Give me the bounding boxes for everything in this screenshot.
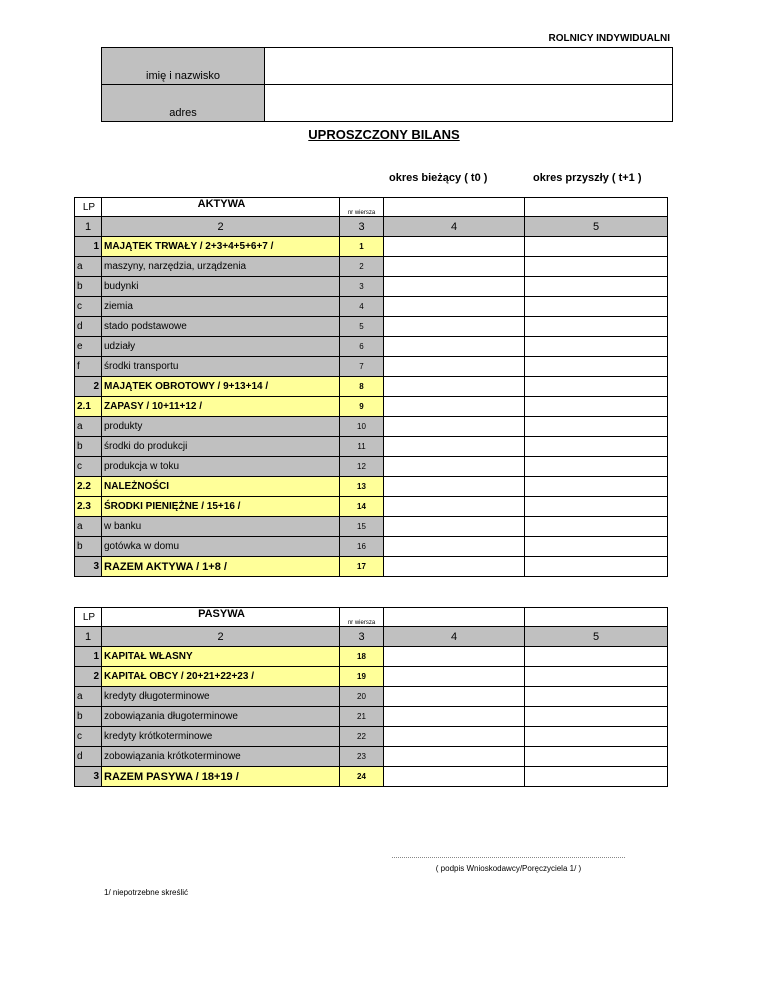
row-lp: a [75,517,102,537]
row-label: zobowiązania długoterminowe [102,707,340,727]
row-label: ZAPASY / 10+11+12 / [102,397,340,417]
row-label: udziały [102,337,340,357]
row-number: 10 [340,417,384,437]
value-future-cell[interactable] [525,687,668,707]
row-lp: e [75,337,102,357]
row-number: 9 [340,397,384,417]
name-field[interactable] [265,48,673,85]
row-number: 15 [340,517,384,537]
row-lp: b [75,277,102,297]
table-row [75,647,668,667]
value-future-cell[interactable] [525,277,668,297]
row-label: w banku [102,517,340,537]
assets-table [74,197,668,577]
row-label: maszyny, narzędzia, urządzenia [102,257,340,277]
value-current-cell[interactable] [384,337,525,357]
value-future-cell[interactable] [525,397,668,417]
row-number-header: nr wiersza [340,608,384,627]
row-lp: d [75,317,102,337]
table-row [75,237,668,257]
row-label: MAJĄTEK OBROTOWY / 9+13+14 / [102,377,340,397]
lp-header: LP [75,608,102,627]
table-row [75,337,668,357]
row-label: ziemia [102,297,340,317]
value-current-cell[interactable] [384,477,525,497]
footnote: 1/ niepotrzebne skreślić [104,888,189,897]
row-label: KAPITAŁ OBCY / 20+21+22+23 / [102,667,340,687]
col-number-5: 5 [525,627,668,647]
row-lp: 2.3 [75,497,102,517]
value-future-cell[interactable] [525,647,668,667]
row-label: środki transportu [102,357,340,377]
col-number-4: 4 [384,627,525,647]
col-number-1: 1 [75,217,102,237]
period-current-header [384,608,525,627]
value-current-cell[interactable] [384,707,525,727]
row-lp: d [75,747,102,767]
liabilities-table [74,607,668,787]
value-current-cell[interactable] [384,557,525,577]
value-current-cell[interactable] [384,317,525,337]
row-number: 3 [340,277,384,297]
value-future-cell[interactable] [525,517,668,537]
row-number: 13 [340,477,384,497]
row-label: produkty [102,417,340,437]
value-future-cell[interactable] [525,357,668,377]
row-label: RAZEM AKTYWA / 1+8 / [102,557,340,577]
value-current-cell[interactable] [384,437,525,457]
row-number: 11 [340,437,384,457]
period-current-label: okres bieżący ( t0 ) [389,172,488,184]
row-lp: 2 [75,667,102,687]
value-current-cell[interactable] [384,237,525,257]
value-current-cell[interactable] [384,397,525,417]
value-future-cell[interactable] [525,667,668,687]
row-number: 12 [340,457,384,477]
row-label: środki do produkcji [102,437,340,457]
value-current-cell[interactable] [384,277,525,297]
category-header: ROLNICY INDYWIDUALNI [548,33,670,44]
row-label: budynki [102,277,340,297]
col-number-5: 5 [525,217,668,237]
table-row [75,277,668,297]
row-number: 5 [340,317,384,337]
row-label: produkcja w toku [102,457,340,477]
row-number: 20 [340,687,384,707]
col-number-4: 4 [384,217,525,237]
value-current-cell[interactable] [384,457,525,477]
row-label: ŚRODKI PIENIĘŻNE / 15+16 / [102,497,340,517]
row-lp: b [75,707,102,727]
row-label: zobowiązania krótkoterminowe [102,747,340,767]
value-current-cell[interactable] [384,537,525,557]
table-row [75,297,668,317]
row-lp: f [75,357,102,377]
value-future-cell[interactable] [525,457,668,477]
value-current-cell[interactable] [384,687,525,707]
table-row [75,497,668,517]
value-future-cell[interactable] [525,337,668,357]
row-number: 2 [340,257,384,277]
table-row [75,687,668,707]
row-number: 16 [340,537,384,557]
table-row [75,707,668,727]
value-current-cell[interactable] [384,747,525,767]
row-lp: 2.1 [75,397,102,417]
table-row [75,377,668,397]
value-future-cell[interactable] [525,317,668,337]
identity-table [101,47,673,122]
signature-line [392,857,625,858]
value-future-cell[interactable] [525,237,668,257]
value-future-cell[interactable] [525,477,668,497]
row-label: MAJĄTEK TRWAŁY / 2+3+4+5+6+7 / [102,237,340,257]
value-future-cell[interactable] [525,377,668,397]
col-number-2: 2 [102,217,340,237]
col-number-3: 3 [340,217,384,237]
row-label: kredyty długoterminowe [102,687,340,707]
address-label: adres [102,85,265,122]
value-current-cell[interactable] [384,767,525,787]
row-lp: a [75,257,102,277]
row-number: 14 [340,497,384,517]
value-future-cell[interactable] [525,537,668,557]
assets-title: AKTYWA [102,198,340,217]
value-future-cell[interactable] [525,557,668,577]
col-number-1: 1 [75,627,102,647]
value-current-cell[interactable] [384,727,525,747]
row-lp: c [75,297,102,317]
value-future-cell[interactable] [525,297,668,317]
table-row [75,397,668,417]
value-future-cell[interactable] [525,257,668,277]
row-label: KAPITAŁ WŁASNY [102,647,340,667]
row-number: 18 [340,647,384,667]
col-number-2: 2 [102,627,340,647]
table-row [75,357,668,377]
period-future-label: okres przyszły ( t+1 ) [533,172,642,184]
period-current-header [384,198,525,217]
row-label: gotówka w domu [102,537,340,557]
row-lp: 3 [75,557,102,577]
table-row [75,747,668,767]
row-label: RAZEM PASYWA / 18+19 / [102,767,340,787]
value-future-cell[interactable] [525,747,668,767]
value-future-cell[interactable] [525,727,668,747]
table-row [75,537,668,557]
value-current-cell[interactable] [384,517,525,537]
row-label: stado podstawowe [102,317,340,337]
row-label: kredyty krótkoterminowe [102,727,340,747]
row-lp: 1 [75,237,102,257]
row-number: 6 [340,337,384,357]
period-future-header [525,608,668,627]
table-row [75,517,668,537]
row-number: 23 [340,747,384,767]
row-number: 8 [340,377,384,397]
table-row [75,667,668,687]
value-future-cell[interactable] [525,437,668,457]
row-lp: b [75,437,102,457]
row-number: 19 [340,667,384,687]
table-row [75,317,668,337]
period-future-header [525,198,668,217]
value-current-cell[interactable] [384,297,525,317]
row-lp: 2.2 [75,477,102,497]
value-current-cell[interactable] [384,497,525,517]
row-number: 17 [340,557,384,577]
table-row [75,437,668,457]
row-lp: a [75,417,102,437]
value-current-cell[interactable] [384,417,525,437]
row-number: 24 [340,767,384,787]
row-number: 4 [340,297,384,317]
value-future-cell[interactable] [525,497,668,517]
value-current-cell[interactable] [384,667,525,687]
page-title: UPROSZCZONY BILANS [308,127,460,142]
table-row [75,417,668,437]
row-number-header: nr wiersza [340,198,384,217]
liabilities-title: PASYWA [102,608,340,627]
row-lp: b [75,537,102,557]
signature-caption: ( podpis Wnioskodawcy/Poręczyciela 1/ ) [435,864,582,873]
row-number: 1 [340,237,384,257]
row-number: 7 [340,357,384,377]
row-lp: 1 [75,647,102,667]
table-row [75,727,668,747]
row-lp: 2 [75,377,102,397]
address-field[interactable] [265,85,673,122]
row-lp: c [75,457,102,477]
table-row [75,767,668,787]
value-current-cell[interactable] [384,257,525,277]
col-number-3: 3 [340,627,384,647]
row-lp: c [75,727,102,747]
table-row [75,477,668,497]
value-current-cell[interactable] [384,647,525,667]
table-row [75,557,668,577]
table-row [75,257,668,277]
row-number: 22 [340,727,384,747]
lp-header: LP [75,198,102,217]
table-row [75,457,668,477]
value-current-cell[interactable] [384,357,525,377]
row-number: 21 [340,707,384,727]
value-future-cell[interactable] [525,417,668,437]
value-future-cell[interactable] [525,767,668,787]
value-future-cell[interactable] [525,707,668,727]
row-lp: 3 [75,767,102,787]
row-lp: a [75,687,102,707]
row-label: NALEŻNOŚCI [102,477,340,497]
value-current-cell[interactable] [384,377,525,397]
name-label: imię i nazwisko [102,48,265,85]
